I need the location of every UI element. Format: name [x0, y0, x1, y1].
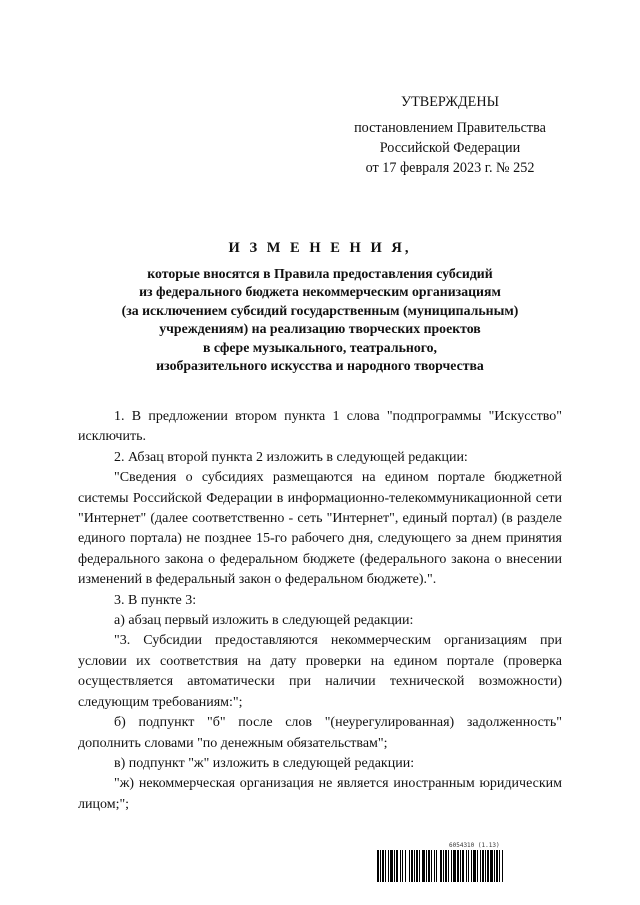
paragraph: а) абзац первый изложить в следующей редакции: [114, 613, 414, 629]
title-line: из федерального бюджета некоммерческим организациям [139, 284, 501, 299]
barcode-block [377, 842, 563, 882]
paragraph: 3. В пункте 3: [114, 592, 197, 608]
paragraph: "ж) некоммерческая организация не является иностранным юридическим лицом;"; [78, 776, 562, 812]
title-line: учреждениям) на реализацию творческих проектов [159, 321, 481, 336]
document-title [60, 239, 580, 376]
paragraph: 1. В предложении втором пункта 1 слова "подпрограммы "Искусство" исключить. [78, 409, 562, 445]
title-line: изобразительного искусства и народного творчества [156, 358, 484, 373]
title-line: (за исключением субсидий государственным (муниципальным) [121, 302, 519, 318]
paragraph: "Сведения о субсидиях размещаются на едином портале бюджетной системы Российской Федерации в информационно-телекоммуникационной сети "Интернет" (далее соответственно - сеть "Интернет", единый портал) (в разделе единого портала) не позднее 15-го рабочего дня, следующего за днем принятия федерального закона о федеральном бюджете (федерального закона о внесении изменений в федеральный закон о федеральном бюджете).". [78, 470, 562, 588]
title-line: в сфере музыкального, театрального, [203, 339, 437, 355]
approval-line-2: Российской Федерации [379, 140, 521, 156]
barcode-label: 6054310 (1.13) [449, 842, 500, 849]
paragraph: 2. Абзац второй пункта 2 изложить в следующей редакции: [114, 449, 468, 465]
approval-heading: УТВЕРЖДЕНЫ [401, 94, 499, 110]
approval-line-3: от 17 февраля 2023 г. № 252 [365, 160, 535, 176]
approval-block [340, 92, 560, 178]
barcode [377, 850, 563, 882]
approval-line-1: постановлением Правительства [354, 120, 546, 136]
title-heading: И З М Е Н Е Н И Я, [228, 240, 412, 256]
title-line: которые вносятся в Правила предоставления субсидий [147, 265, 493, 281]
barcode-gap [503, 850, 505, 882]
document-body [78, 407, 562, 815]
paragraph: в) подпункт "ж" изложить в следующей редакции: [114, 755, 415, 771]
paragraph: б) подпункт "б" после слов "(неурегулированная) задолженность" дополнить словами "по денежным обязательствам"; [78, 715, 562, 751]
paragraph: "3. Субсидии предоставляются некоммерческим организациям при условии их соответствия на дату проверки на едином портале (проверка осуществляется автоматически при наличии технической возможности) следующим требованиям:"; [78, 633, 562, 710]
